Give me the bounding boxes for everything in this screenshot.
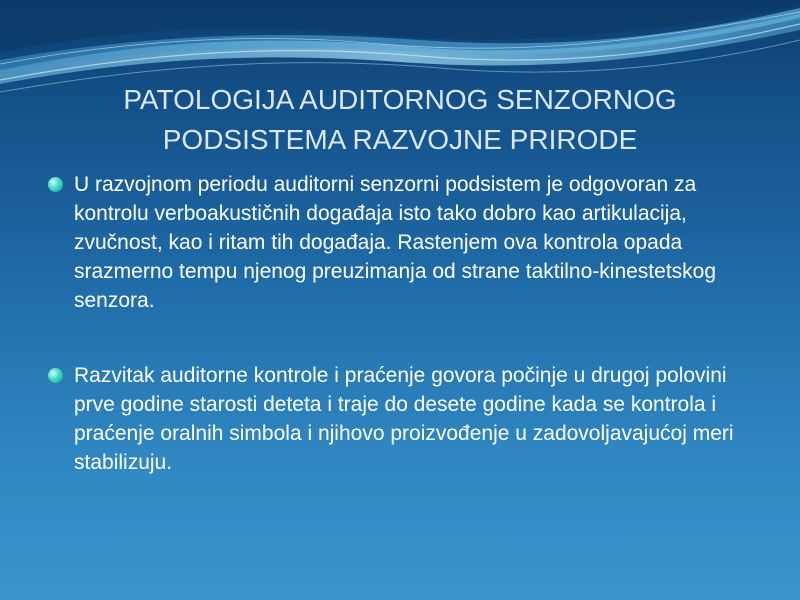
slide-title	[40, 80, 760, 160]
wave-shape-3	[0, 8, 800, 72]
wave-shape-2	[0, 14, 800, 84]
bullet-text-1: U razvojnom periodu auditorni senzorni podsistem je odgovoran za kontrolu verboakustičnih događaja isto tako dobro kao artikulacija, zvučnost, kao i ritam tih događaja. Rastenjem ova kontrola opada srazmerno tempu njenog preuzimanja od strane taktilno-kinestetskog senzora.	[74, 173, 717, 312]
bullet-circle-icon	[48, 368, 63, 383]
bullet-text-2: Razvitak auditorne kontrole i praćenje govora počinje u drugoj polovini prve godine starosti deteta i traje do desete godine kada se kontrola i praćenje oralnih simbola i njihovo proizvođenje u zadovoljavajućoj meri stabilizuju.	[74, 364, 734, 474]
slide-title-line-1: PATOLOGIJA AUDITORNOG SENZORNOG	[123, 84, 677, 115]
bullet-list	[48, 170, 748, 477]
wave-line-1	[0, 24, 800, 80]
bullet-item-2	[48, 361, 748, 477]
wave-line-3	[0, 12, 800, 64]
wave-shape-1	[0, 0, 800, 52]
bullet-item-1	[48, 170, 748, 315]
bullet-circle-icon	[48, 177, 63, 192]
slide-title-line-2: PODSISTEMA RAZVOJNE PRIRODE	[162, 124, 638, 155]
